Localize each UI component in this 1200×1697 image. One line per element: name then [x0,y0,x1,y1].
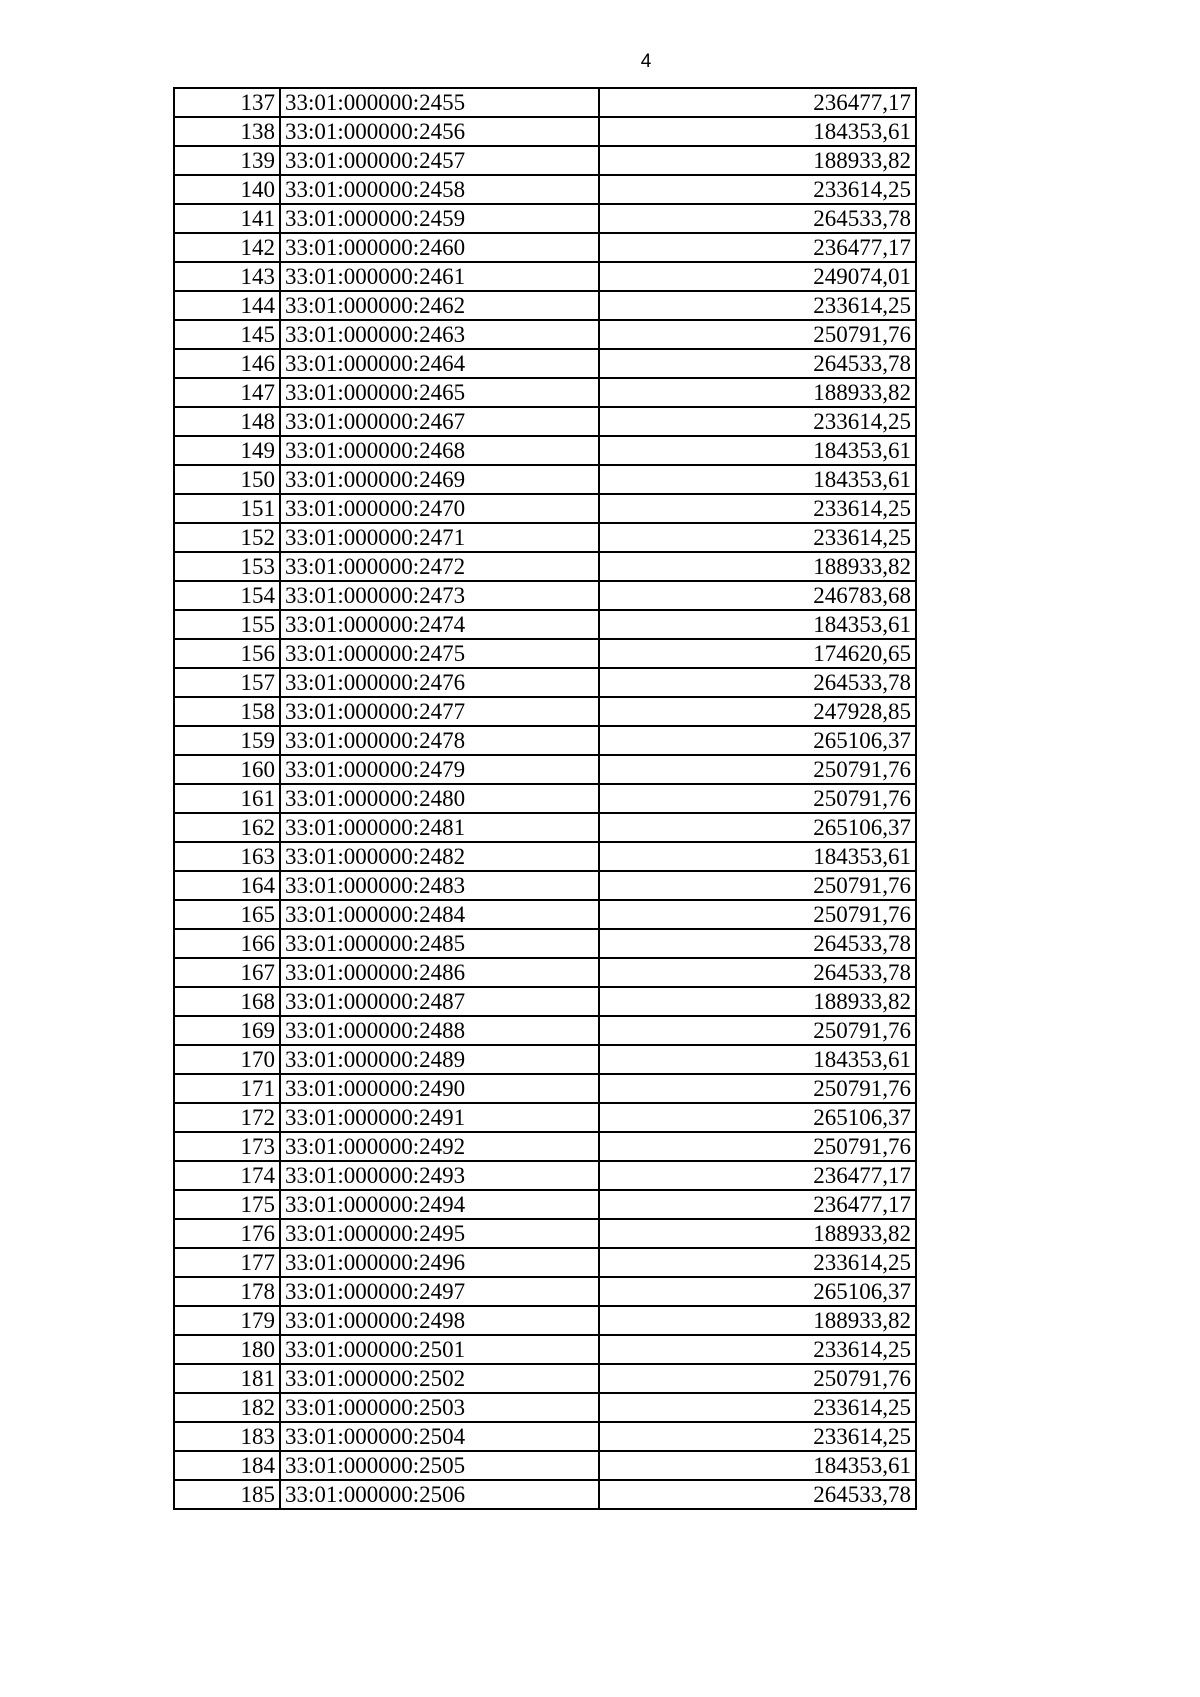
row-number-cell: 171 [174,1074,280,1103]
cadastral-number-cell: 33:01:000000:2480 [280,784,599,813]
table-row [174,146,916,175]
cadastral-number-cell: 33:01:000000:2489 [280,1045,599,1074]
table-row [174,523,916,552]
cadastral-number-cell: 33:01:000000:2492 [280,1132,599,1161]
table-row [174,1306,916,1335]
cadastral-value-cell: 184353,61 [599,436,916,465]
row-number-cell: 161 [174,784,280,813]
cadastral-number-cell: 33:01:000000:2487 [280,987,599,1016]
table-row [174,1480,916,1509]
table-row [174,1219,916,1248]
cadastral-number-cell: 33:01:000000:2460 [280,233,599,262]
row-number-cell: 182 [174,1393,280,1422]
cadastral-value-cell: 250791,76 [599,320,916,349]
row-number-cell: 185 [174,1480,280,1509]
table-row [174,755,916,784]
cadastral-value-cell: 236477,17 [599,1161,916,1190]
row-number-cell: 158 [174,697,280,726]
cadastral-number-cell: 33:01:000000:2497 [280,1277,599,1306]
cadastral-value-cell: 250791,76 [599,900,916,929]
cadastral-value-cell: 233614,25 [599,1335,916,1364]
table-row [174,697,916,726]
table-row [174,1393,916,1422]
cadastral-number-cell: 33:01:000000:2482 [280,842,599,871]
row-number-cell: 173 [174,1132,280,1161]
cadastral-number-cell: 33:01:000000:2470 [280,494,599,523]
row-number-cell: 169 [174,1016,280,1045]
row-number-cell: 142 [174,233,280,262]
cadastral-number-cell: 33:01:000000:2494 [280,1190,599,1219]
row-number-cell: 179 [174,1306,280,1335]
table-row [174,407,916,436]
cadastral-value-cell: 188933,82 [599,1306,916,1335]
cadastral-value-cell: 264533,78 [599,349,916,378]
cadastral-value-cell: 233614,25 [599,1393,916,1422]
row-number-cell: 137 [174,88,280,117]
cadastral-value-cell: 184353,61 [599,1451,916,1480]
table-row [174,1364,916,1393]
table-row [174,204,916,233]
row-number-cell: 183 [174,1422,280,1451]
cadastral-value-cell: 188933,82 [599,378,916,407]
cadastral-number-cell: 33:01:000000:2506 [280,1480,599,1509]
table-row [174,436,916,465]
cadastral-number-cell: 33:01:000000:2483 [280,871,599,900]
cadastral-value-cell: 250791,76 [599,1132,916,1161]
cadastral-value-cell: 236477,17 [599,233,916,262]
table-row [174,262,916,291]
table-row [174,1045,916,1074]
row-number-cell: 156 [174,639,280,668]
table-row [174,900,916,929]
cadastral-number-cell: 33:01:000000:2473 [280,581,599,610]
cadastral-value-cell: 265106,37 [599,813,916,842]
table-row [174,1161,916,1190]
row-number-cell: 150 [174,465,280,494]
cadastral-value-cell: 184353,61 [599,610,916,639]
cadastral-number-cell: 33:01:000000:2468 [280,436,599,465]
cadastral-number-cell: 33:01:000000:2475 [280,639,599,668]
cadastral-value-cell: 247928,85 [599,697,916,726]
row-number-cell: 148 [174,407,280,436]
cadastral-value-cell: 236477,17 [599,1190,916,1219]
table-row [174,1103,916,1132]
row-number-cell: 172 [174,1103,280,1132]
cadastral-value-table [173,87,917,1510]
row-number-cell: 162 [174,813,280,842]
row-number-cell: 147 [174,378,280,407]
table-row [174,668,916,697]
cadastral-value-cell: 233614,25 [599,291,916,320]
table-row [174,1335,916,1364]
cadastral-value-cell: 250791,76 [599,755,916,784]
row-number-cell: 181 [174,1364,280,1393]
table-row [174,929,916,958]
cadastral-number-cell: 33:01:000000:2504 [280,1422,599,1451]
row-number-cell: 157 [174,668,280,697]
cadastral-value-cell: 174620,65 [599,639,916,668]
table-row [174,610,916,639]
cadastral-number-cell: 33:01:000000:2488 [280,1016,599,1045]
row-number-cell: 159 [174,726,280,755]
cadastral-value-cell: 233614,25 [599,494,916,523]
table-row [174,1422,916,1451]
cadastral-value-cell: 233614,25 [599,523,916,552]
cadastral-value-cell: 264533,78 [599,958,916,987]
table-row [174,1190,916,1219]
cadastral-number-cell: 33:01:000000:2502 [280,1364,599,1393]
cadastral-number-cell: 33:01:000000:2477 [280,697,599,726]
row-number-cell: 160 [174,755,280,784]
row-number-cell: 165 [174,900,280,929]
row-number-cell: 184 [174,1451,280,1480]
row-number-cell: 146 [174,349,280,378]
cadastral-number-cell: 33:01:000000:2503 [280,1393,599,1422]
cadastral-value-cell: 233614,25 [599,407,916,436]
cadastral-number-cell: 33:01:000000:2455 [280,88,599,117]
table-row [174,958,916,987]
cadastral-value-cell: 246783,68 [599,581,916,610]
row-number-cell: 141 [174,204,280,233]
table-row [174,1248,916,1277]
cadastral-number-cell: 33:01:000000:2495 [280,1219,599,1248]
page-number: 4 [640,51,652,72]
table-row [174,1451,916,1480]
cadastral-number-cell: 33:01:000000:2476 [280,668,599,697]
table-row [174,320,916,349]
cadastral-number-cell: 33:01:000000:2461 [280,262,599,291]
table-row [174,378,916,407]
table-row [174,494,916,523]
cadastral-number-cell: 33:01:000000:2498 [280,1306,599,1335]
row-number-cell: 145 [174,320,280,349]
cadastral-number-cell: 33:01:000000:2490 [280,1074,599,1103]
row-number-cell: 174 [174,1161,280,1190]
cadastral-number-cell: 33:01:000000:2469 [280,465,599,494]
cadastral-value-cell: 188933,82 [599,1219,916,1248]
table-row [174,233,916,262]
cadastral-number-cell: 33:01:000000:2479 [280,755,599,784]
row-number-cell: 149 [174,436,280,465]
table-row [174,581,916,610]
cadastral-value-cell: 250791,76 [599,1364,916,1393]
row-number-cell: 155 [174,610,280,639]
cadastral-value-cell: 265106,37 [599,726,916,755]
cadastral-number-cell: 33:01:000000:2491 [280,1103,599,1132]
row-number-cell: 168 [174,987,280,1016]
table-row [174,639,916,668]
cadastral-number-cell: 33:01:000000:2474 [280,610,599,639]
cadastral-number-cell: 33:01:000000:2472 [280,552,599,581]
cadastral-number-cell: 33:01:000000:2493 [280,1161,599,1190]
cadastral-number-cell: 33:01:000000:2457 [280,146,599,175]
cadastral-value-cell: 265106,37 [599,1103,916,1132]
table-row [174,784,916,813]
cadastral-value-cell: 233614,25 [599,1248,916,1277]
table-row [174,813,916,842]
row-number-cell: 152 [174,523,280,552]
cadastral-value-cell: 184353,61 [599,842,916,871]
table-row [174,175,916,204]
row-number-cell: 139 [174,146,280,175]
cadastral-number-cell: 33:01:000000:2471 [280,523,599,552]
cadastral-number-cell: 33:01:000000:2505 [280,1451,599,1480]
table-row [174,349,916,378]
cadastral-value-cell: 250791,76 [599,1016,916,1045]
table-row [174,1074,916,1103]
cadastral-value-cell: 264533,78 [599,668,916,697]
row-number-cell: 143 [174,262,280,291]
cadastral-value-cell: 249074,01 [599,262,916,291]
row-number-cell: 140 [174,175,280,204]
row-number-cell: 163 [174,842,280,871]
row-number-cell: 180 [174,1335,280,1364]
cadastral-value-cell: 233614,25 [599,1422,916,1451]
row-number-cell: 167 [174,958,280,987]
row-number-cell: 170 [174,1045,280,1074]
cadastral-value-cell: 233614,25 [599,175,916,204]
row-number-cell: 177 [174,1248,280,1277]
cadastral-value-cell: 188933,82 [599,987,916,1016]
cadastral-number-cell: 33:01:000000:2485 [280,929,599,958]
row-number-cell: 175 [174,1190,280,1219]
cadastral-value-cell: 264533,78 [599,929,916,958]
cadastral-value-cell: 184353,61 [599,117,916,146]
table-row [174,1016,916,1045]
cadastral-number-cell: 33:01:000000:2456 [280,117,599,146]
row-number-cell: 144 [174,291,280,320]
cadastral-number-cell: 33:01:000000:2459 [280,204,599,233]
cadastral-value-cell: 250791,76 [599,871,916,900]
table-row [174,291,916,320]
cadastral-number-cell: 33:01:000000:2484 [280,900,599,929]
row-number-cell: 154 [174,581,280,610]
table-row [174,88,916,117]
row-number-cell: 151 [174,494,280,523]
row-number-cell: 138 [174,117,280,146]
table-row [174,1132,916,1161]
table-row [174,842,916,871]
cadastral-number-cell: 33:01:000000:2458 [280,175,599,204]
cadastral-number-cell: 33:01:000000:2463 [280,320,599,349]
cadastral-number-cell: 33:01:000000:2496 [280,1248,599,1277]
cadastral-value-cell: 188933,82 [599,146,916,175]
table-row [174,117,916,146]
cadastral-number-cell: 33:01:000000:2501 [280,1335,599,1364]
cadastral-value-cell: 250791,76 [599,1074,916,1103]
table-row [174,465,916,494]
cadastral-number-cell: 33:01:000000:2481 [280,813,599,842]
cadastral-value-cell: 264533,78 [599,1480,916,1509]
cadastral-value-cell: 265106,37 [599,1277,916,1306]
table-row [174,552,916,581]
cadastral-value-cell: 236477,17 [599,88,916,117]
table-row [174,726,916,755]
row-number-cell: 178 [174,1277,280,1306]
row-number-cell: 164 [174,871,280,900]
cadastral-value-cell: 184353,61 [599,465,916,494]
cadastral-value-cell: 188933,82 [599,552,916,581]
cadastral-number-cell: 33:01:000000:2486 [280,958,599,987]
cadastral-value-cell: 250791,76 [599,784,916,813]
cadastral-value-cell: 184353,61 [599,1045,916,1074]
row-number-cell: 166 [174,929,280,958]
table-row [174,871,916,900]
row-number-cell: 153 [174,552,280,581]
cadastral-number-cell: 33:01:000000:2465 [280,378,599,407]
table-body [174,88,916,1509]
table-row [174,1277,916,1306]
cadastral-number-cell: 33:01:000000:2462 [280,291,599,320]
cadastral-number-cell: 33:01:000000:2478 [280,726,599,755]
row-number-cell: 176 [174,1219,280,1248]
table-row [174,987,916,1016]
cadastral-number-cell: 33:01:000000:2467 [280,407,599,436]
cadastral-value-cell: 264533,78 [599,204,916,233]
cadastral-number-cell: 33:01:000000:2464 [280,349,599,378]
